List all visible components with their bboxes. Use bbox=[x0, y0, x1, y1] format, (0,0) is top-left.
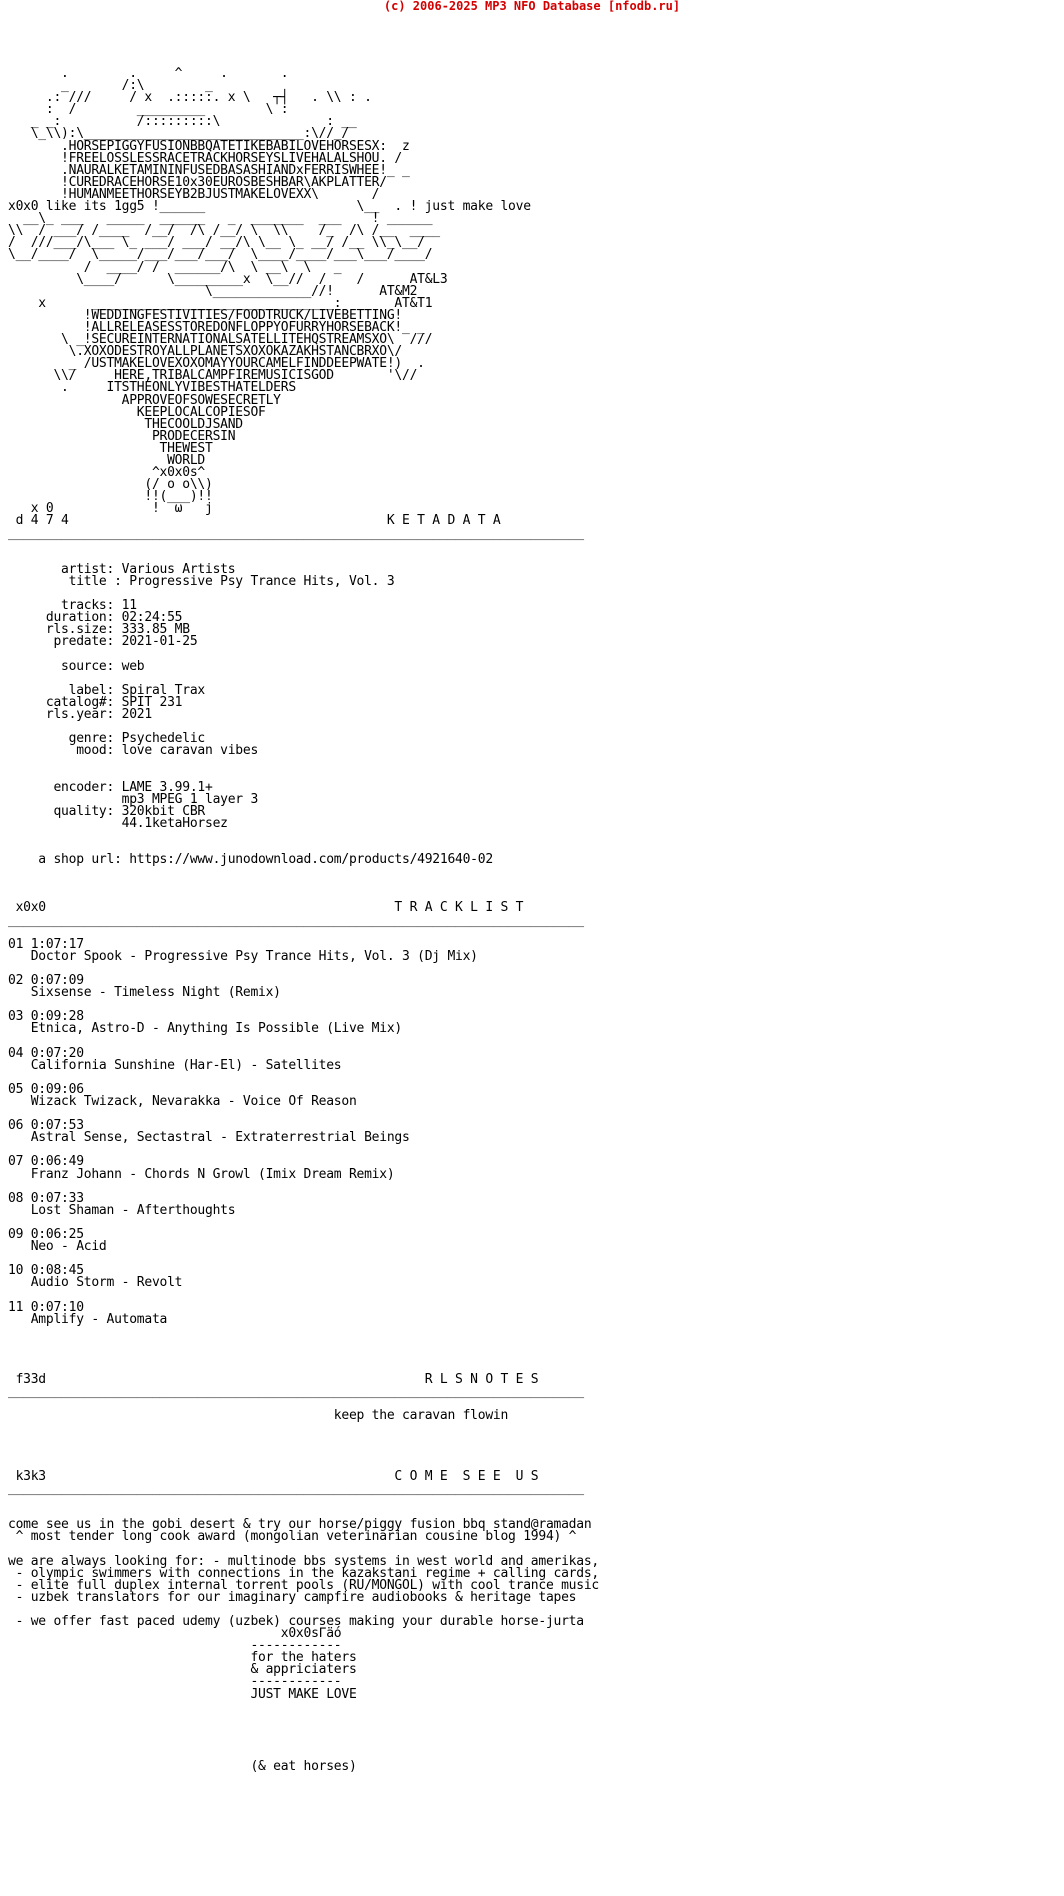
nfo-art-and-metadata: . . ^ . . _ /:\ _ .: /// / x .:::::. x \ ┬┤ . \\ : . : / _________ \ : _ _: /:::::::::\ : __ \_\\):\_____________________________:\//_/ .HORSEPIGGYFUSIONBBQATETIKEBABILOVEHORSESX: z !FREELOSSLESSRACETRACKHORSEYSLIVEHALALSHOU. / .NAURALKETAMININFUSEDBASASHIANDxFERRISWHEE!_ _ !CUREDRACEHORSE10x30EUROSBESHBAR\AKPLATTER/ !HUMANMEETHORSEYB2BJUSTMAKELOVEXX\ / x0x0 like its 1gg5 !______ \__ . ! just make love __\_ ___ _____ ______ _ _______ ___ ! ______ \\ / ___/ /____ /__/ /\ /__/ \ \\ /_ /\ /__ ____ / ///___/\___ \_ ___/ ___/ __/\ \__ \_ __/ /__ \\_\__/ \__/____/ \_____/___/___/___/ \____/____/___\___/____/ / ____/ / ______/\ \ __\ \ _ \____/ \_________x \__// / / AT&L3 \_____________//! AT&M2 x ________________________________: AT&T1 !WEDDINGFESTIVITIES/FOODTRUCK/LIVEBETTING! !ALLRELEASESSTOREDONFLOPPYOFURRYHORSEBACK!_ _ \ _!SECUREINTERNATIONALSATELLITEHQSTREAMSXO\ /// \.XOXODESTROYALLPLANETSXOXOKAZAKHSTANCBRXO\/ _ /USTMAKELOVEXOXOMAYYOURCAMELFINDDEEPWATE!) . \\/ HERE,TRIBALCAMPFIREMUSICISGOD '\// . ITSTHEONLYVIBESTHATELDERS APPROVEOFSOWESECRETLY KEEPLOCALCOPIESOF THECOOLDJSAND PRODECERSIN THEWEST WORLD ^x0x0s^ (/ o o\\) !!(___)!! x 0 ! ω j d 4 7 4 K E T A D A T A ____________________________________________________________________________ artist: Various Artists title : Progressive Psy Trance Hits, Vol. 3 tracks: 11 duration: 02:24:55 rls.size: 333.85 MB predate: 2021-01-25 source: web label: Spiral Trax catalog#: SPIT 231 rls.year: 2021 genre: Psychedelic mood: love caravan vibes encoder: LAME 3.99.1+ mp3 MPEG 1 layer 3 quality: 320kbit CBR 44.1ketaHorsez a shop url: bbox=[8, 66, 584, 868]
copyright-prefix: (c) 2006-2025 MP3 NFO Database [ bbox=[383, 0, 616, 13]
site-copyright-header bbox=[0, 0, 1064, 14]
nfo-tracklist-and-notes: x0x0 T R A C K L I S T ____________________________________________________________________________ 01 1:07:17 Doctor Spook - Progressive Psy Trance Hits, Vol. 3 (Dj Mix) 02 0:07:09 Sixsense - Timeless Night (Remix) 03 0:09:28 Etnica, Astro-D - Anything Is Possible (Live Mix) 04 0:07:20 California Sunshine (Har-El) - Satellites 05 0:09:06 Wizack Twizack, Nevarakka - Voice Of Reason 06 0:07:53 Astral Sense, Sectastral - Extraterrestrial Beings 07 0:06:49 Franz Johann - Chords N Growl (Imix Dream Remix) 08 0:07:33 Lost Shaman - Afterthoughts 09 0:06:25 Neo - Acid 10 0:08:45 Audio Storm - Revolt 11 0:07:10 Amplify - Automata f33d R L S N O T E S ____________________________________________________________________________ keep the caravan flowin k3k3 C O M E S E E U S ____________________________________________________________________________ come see us in the gobi desert & try our horse/piggy fusion bbq stand@ramadan ^ most tender long cook award (mongolian veterinarian cousine blog 1994) ^ we are always looking for: - multinode bbs systems in west world and amerikas, - olympic swimmers with connections in the kazakstani regime + calling cards, - elite full duplex internal torrent pools (RU/MONGOL) with cool trance music - uzbek translators for our imaginary campfire audiobooks & heritage tapes - we offer fast paced udemy (uzbek) courses making your durable horse-jurta x0x0sΓäó ------------ for the haters & appriciaters ------------ JUST MAKE LOVE (& eat horses) bbox=[8, 900, 599, 1775]
nfo-text bbox=[8, 68, 599, 1773]
copyright-suffix: ] bbox=[672, 0, 681, 13]
nfodb-link[interactable]: nfodb.ru bbox=[615, 0, 673, 13]
shop-url-link[interactable]: https://www.junodownload.com/products/4921640-02 bbox=[129, 852, 493, 868]
